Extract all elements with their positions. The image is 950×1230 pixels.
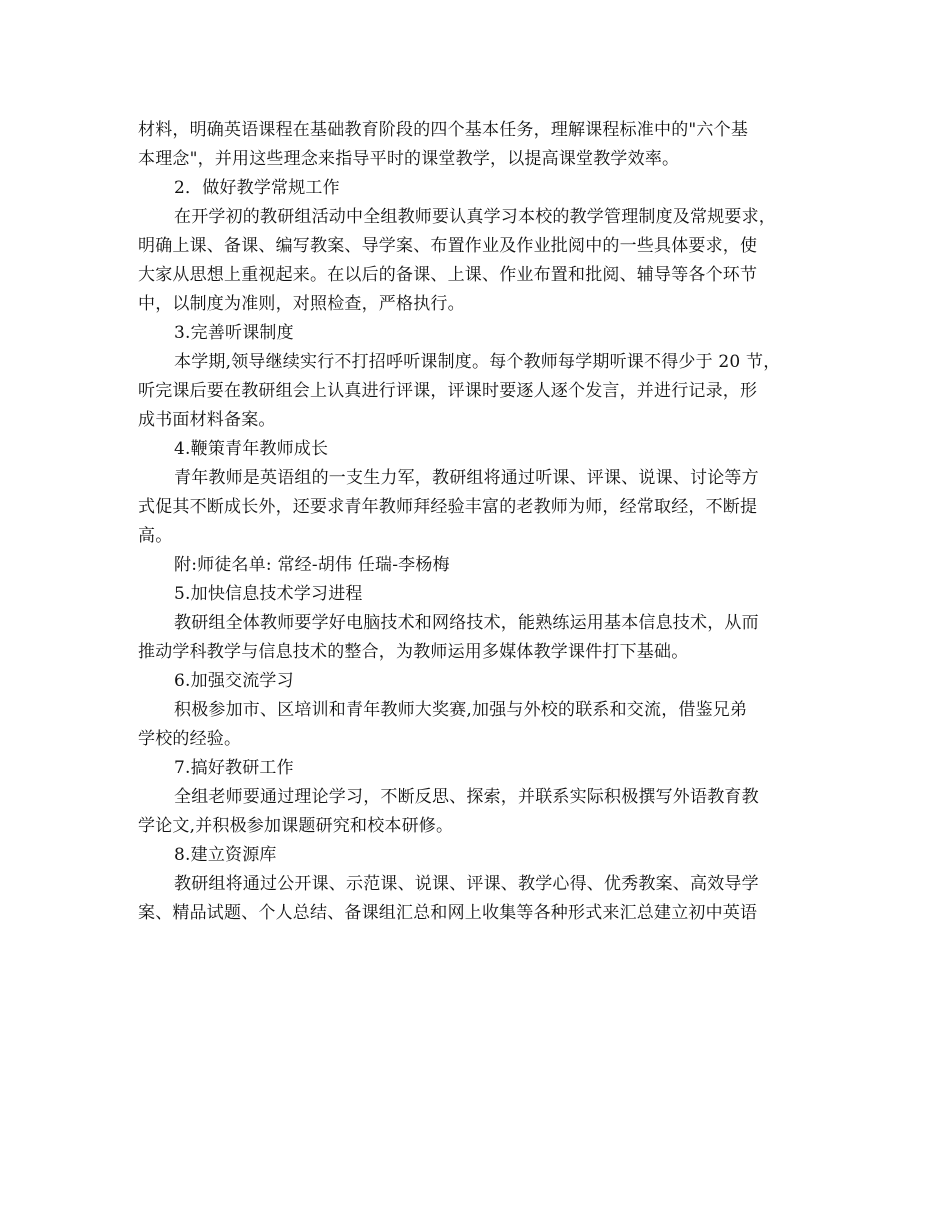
- paragraph-line-indented: 青年教师是英语组的一支生力军，教研组将通过听课、评课、说课、讨论等方: [174, 468, 759, 488]
- paragraph-line-indented: 5.加快信息技术学习进程: [174, 584, 363, 604]
- paragraph-line: 推动学科教学与信息技术的整合，为教师运用多媒体教学课件打下基础。: [138, 642, 689, 662]
- paragraph-line: 本理念"，并用这些理念来指导平时的课堂教学，以提高课堂教学效率。: [138, 149, 680, 169]
- paragraph-line: 成书面材料备案。: [138, 410, 276, 430]
- paragraph-line: 学校的经验。: [138, 729, 242, 749]
- document-body: [138, 116, 814, 928]
- paragraph-line: 材料，明确英语课程在基础教育阶段的四个基本任务，理解课程标准中的"六个基: [138, 120, 749, 140]
- paragraph-line: 高。: [138, 526, 173, 546]
- paragraph-line: 大家从思想上重视起来。在以后的备课、上课、作业布置和批阅、辅导等各个环节: [138, 265, 758, 285]
- paragraph-line-indented: 积极参加市、区培训和青年教师大奖赛,加强与外校的联系和交流，借鉴兄弟: [174, 700, 748, 720]
- paragraph-line-indented: 4.鞭策青年教师成长: [174, 439, 329, 459]
- paragraph-line-indented: 6.加强交流学习: [174, 671, 294, 691]
- paragraph-line: 学论文,并积极参加课题研究和校本研修。: [138, 816, 454, 836]
- paragraph-line-indented: 7.搞好教研工作: [174, 758, 294, 778]
- paragraph-line-indented: 本学期,领导继续实行不打招呼听课制度。每个教师每学期听课不得少于 20 节，: [174, 352, 781, 372]
- paragraph-line: 式促其不断成长外，还要求青年教师拜经验丰富的老教师为师，经常取经，不断提: [138, 497, 758, 517]
- paragraph-line-indented: 教研组全体教师要学好电脑技术和网络技术，能熟练运用基本信息技术，从而: [174, 613, 759, 633]
- paragraph-line-indented: 8.建立资源库: [174, 845, 277, 865]
- paragraph-line: 明确上课、备课、编写教案、导学案、布置作业及作业批阅中的一些具体要求，使: [138, 236, 758, 256]
- paragraph-line-indented: 全组老师要通过理论学习，不断反思、探索，并联系实际积极撰写外语教育教: [174, 787, 759, 807]
- paragraph-line: 中，以制度为准则，对照检查，严格执行。: [138, 294, 465, 314]
- paragraph-line-indented: 3.完善听课制度: [174, 323, 294, 343]
- paragraph-line-indented: 附:师徒名单: 常经-胡伟 任瑞-李杨梅: [174, 555, 450, 575]
- paragraph-line: 案、精品试题、个人总结、备课组汇总和网上收集等各种形式来汇总建立初中英语: [138, 903, 758, 923]
- paragraph-line-indented: 在开学初的教研组活动中全组教师要认真学习本校的教学管理制度及常规要求，: [174, 207, 776, 227]
- paragraph-line-indented: 教研组将通过公开课、示范课、说课、评课、教学心得、优秀教案、高效导学: [174, 874, 759, 894]
- paragraph-line: 听完课后要在教研组会上认真进行评课，评课时要逐人逐个发言，并进行记录，形: [138, 381, 758, 401]
- paragraph-line-indented: 2．做好教学常规工作: [174, 178, 340, 198]
